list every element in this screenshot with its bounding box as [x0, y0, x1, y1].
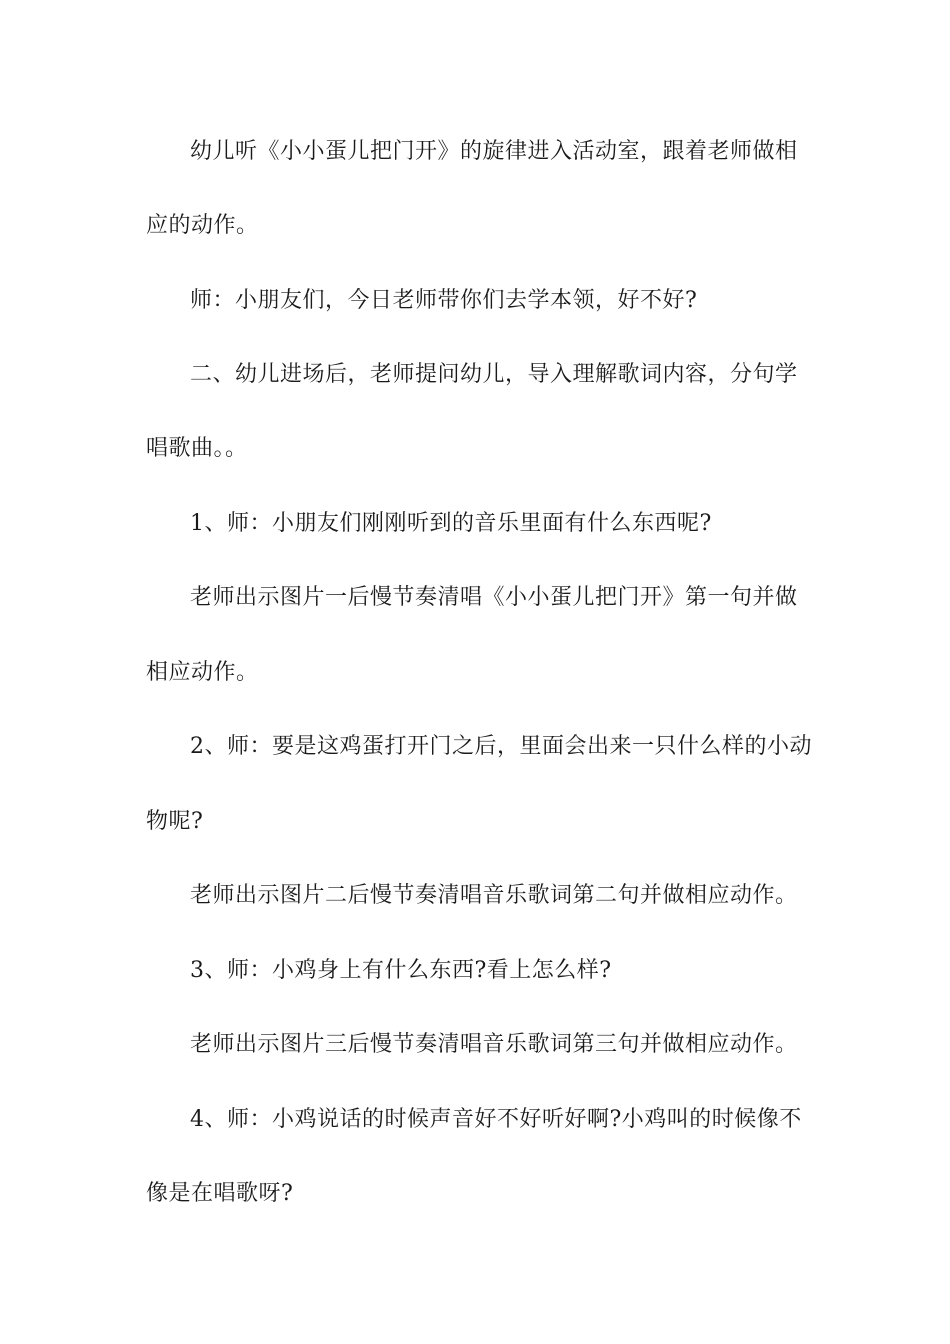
paragraph-line: 像是在唱歌呀? — [146, 1181, 294, 1206]
paragraph-line: 二、幼儿进场后，老师提问幼儿，导入理解歌词内容，分句学 — [190, 362, 798, 387]
paragraph-line: 幼儿听《小小蛋儿把门开》的旋律进入活动室，跟着老师做相 — [190, 139, 798, 164]
paragraph-line: 相应动作。 — [146, 660, 259, 685]
paragraph-line: 老师出示图片三后慢节奏清唱音乐歌词第三句并做相应动作。 — [190, 1032, 798, 1057]
paragraph-line: 老师出示图片二后慢节奏清唱音乐歌词第二句并做相应动作。 — [190, 883, 798, 908]
paragraph-line: 应的动作。 — [146, 213, 259, 238]
paragraph-line: 2、师：要是这鸡蛋打开门之后，里面会出来一只什么样的小动 — [190, 734, 812, 759]
paragraph-line: 物呢? — [146, 809, 204, 834]
paragraph-line: 1、师：小朋友们刚刚听到的音乐里面有什么东西呢? — [190, 511, 712, 536]
paragraph-line: 4、师：小鸡说话的时候声音好不好听好啊?小鸡叫的时候像不 — [190, 1107, 802, 1132]
paragraph-line: 老师出示图片一后慢节奏清唱《小小蛋儿把门开》第一句并做 — [190, 585, 798, 610]
paragraph-line: 唱歌曲。。 — [146, 436, 248, 461]
paragraph-line: 3、师：小鸡身上有什么东西?看上怎么样? — [190, 958, 612, 983]
paragraph-line: 师：小朋友们，今日老师带你们去学本领，好不好? — [190, 288, 698, 313]
